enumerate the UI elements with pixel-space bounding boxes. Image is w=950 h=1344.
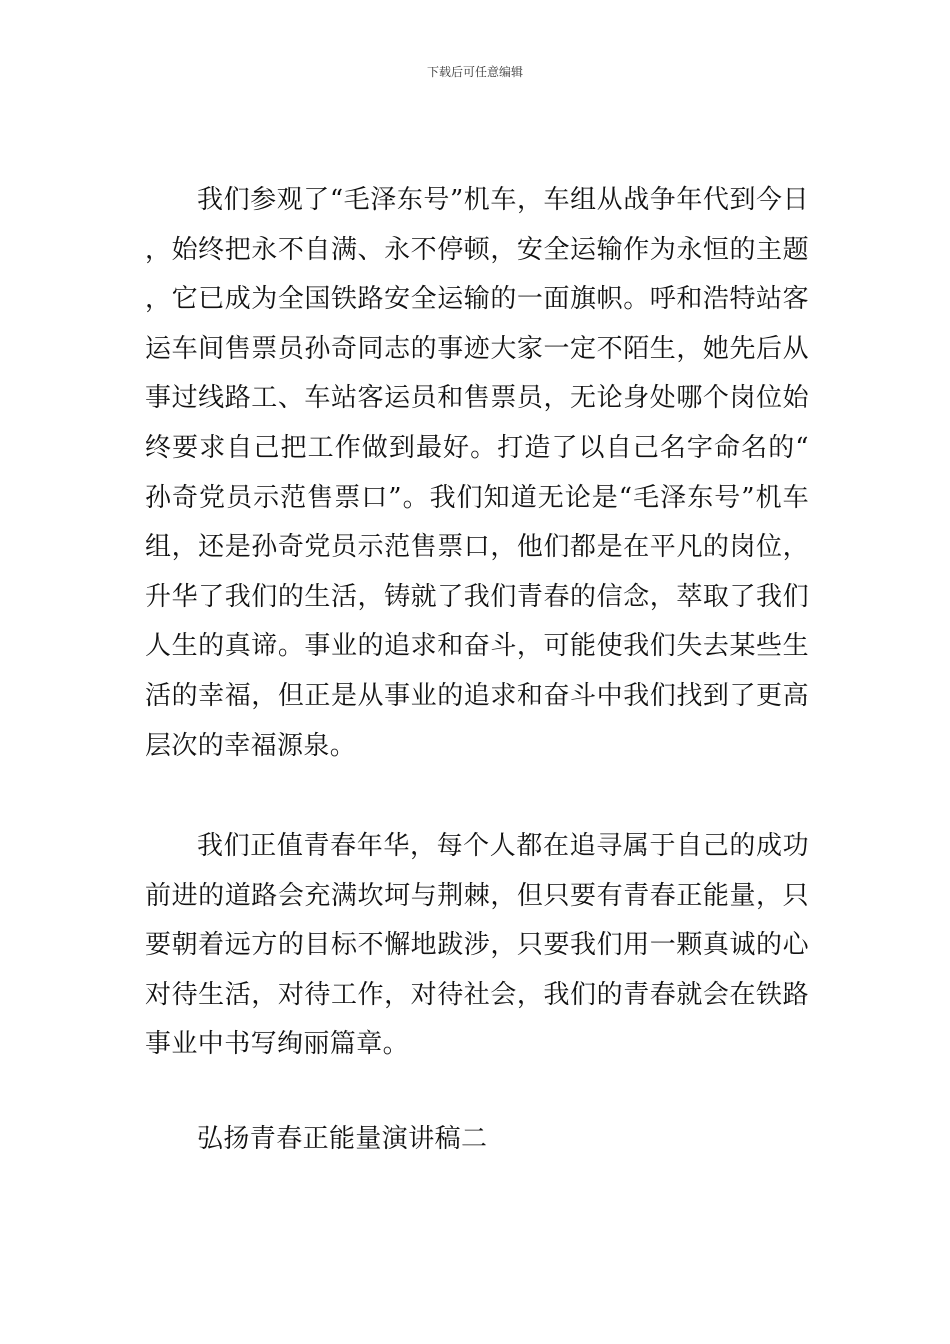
body-paragraph-1: 我们参观了“毛泽东号”机车，车组从战争年代到今日，始终把永不自满、永不停顿，安全运输作为永恒的主题，它已成为全国铁路安全运输的一面旗帜。呼和浩特站客运车间售票员孙奇同志的事迹大家一定不陌生，她先后从事过线路工、车站客运员和售票员，无论身处哪个岗位始终要求自己把工作做到最好。打造了以自己名字命名的“孙奇党员示范售票口”。我们知道无论是“毛泽东号”机车组，还是孙奇党员示范售票口，他们都是在平凡的岗位，升华了我们的生活，铸就了我们青春的信念，萃取了我们人生的真谛。事业的追求和奋斗，可能使我们失去某些生活的幸福，但正是从事业的追求和奋斗中我们找到了更高层次的幸福源泉。 [145,185,809,761]
body-paragraph-2: 我们正值青春年华，每个人都在追寻属于自己的成功前进的道路会充满坎坷与荆棘，但只要有青春正能量，只要朝着远方的目标不懈地跋涉，只要我们用一颗真诚的心对待生活，对待工作，对待社会，我们的青春就会在铁路事业中书写绚丽篇章。 [145,831,809,1060]
page-header-note: 下载后可任意编辑 [426,65,523,79]
section-heading: 弘扬青春正能量演讲稿二 [197,1124,488,1154]
